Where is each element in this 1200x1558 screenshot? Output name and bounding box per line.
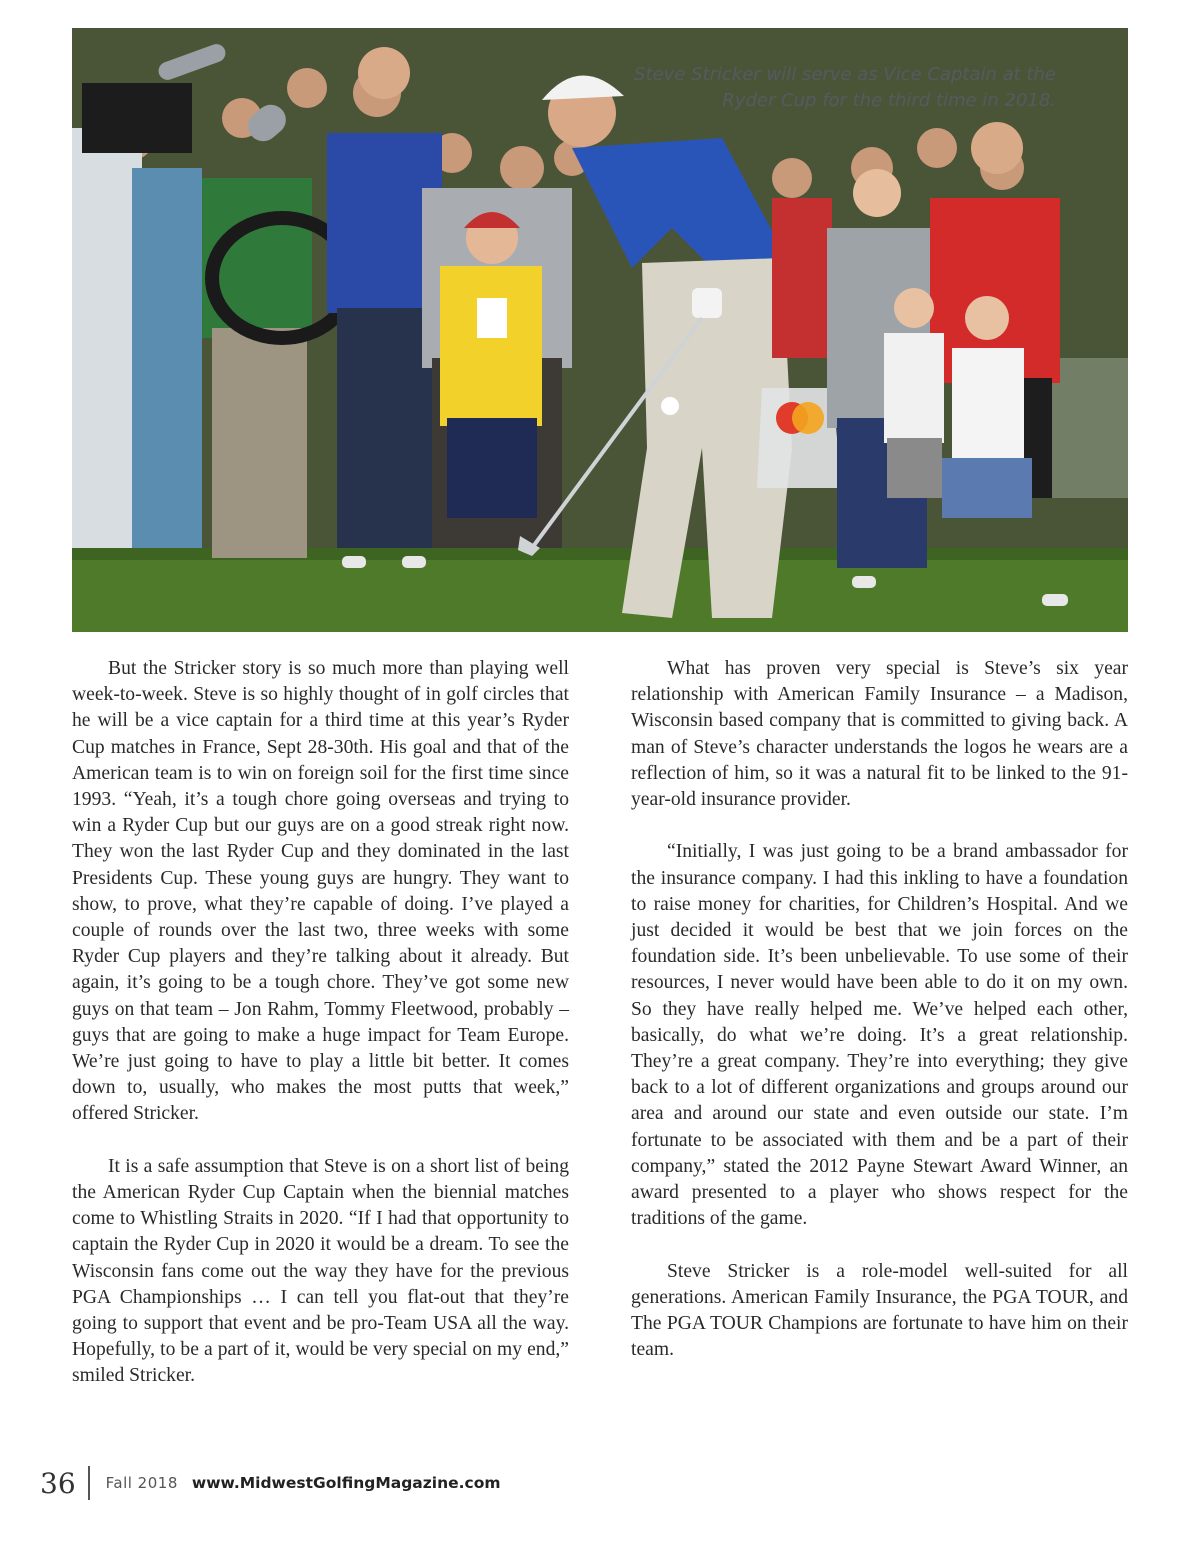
- paragraph: But the Stricker story is so much more than playing well week-to-week. Steve is so highly thought of in golf circles that he will be a vice captain for a third time at this year’s Ryder Cup matches in France, Sept 28-30th. His goal and that of the American team is to win on foreign soil for the first time since 1993. “Yeah, it’s a tough chore going overseas and trying to win a Ryder Cup but our guys are on a good streak right now. They won the last Ryder Cup and they dominated in the last Presidents Cup. These young guys are hungry. They want to show, to prove, what they’re capable of doing. I’ve played a couple of rounds over the last two, three weeks with some Ryder Cup players and they’re talking about it already. But again, it’s going to be a tough chore. They’ve got some new guys on that team – Jon Rahm, Tommy Fleetwood, probably – guys that are going to make a huge impact for Team Europe. We’re just going to have to play a little bit better. It comes down to, usually, who makes the most putts that week,” offered Stricker.: [72, 658, 569, 1125]
- paragraph: What has proven very special is Steve’s six year relationship with American Family Insurance – a Madison, Wisconsin based company that is committed to giving back. A man of Steve’s character understands the logos he wears are a reflection of him, so it was a natural fit to be linked to the 91-year-old insurance provider.: [631, 658, 1128, 811]
- golfer-crowd-photo: [72, 28, 1128, 632]
- photo-caption: [616, 62, 1056, 114]
- paragraph: Steve Stricker is a role-model well-suited for all generations. American Family Insurance, the PGA TOUR, and The PGA TOUR Champions are fortunate to have him on their team.: [631, 1260, 1128, 1361]
- tv-camera: [82, 83, 192, 153]
- page-footer: [40, 1463, 501, 1503]
- caption-line-2: Ryder Cup for the third time in 2018.: [722, 90, 1056, 111]
- paragraph: It is a safe assumption that Steve is on a short list of being the American Ryder Cup Captain when the biennial matches come to Whistling Straits in 2020. “If I had that opportunity to captain the Ryder Cup in 2020 it would be a dream. To see the Wisconsin fans come out the way they have for the previous PGA Championships … I can tell you flat-out that they’re going to support that event and be pro-Team USA all the way. Hopefully, to be a part of it, would be very special on my end,” smiled Stricker.: [72, 1155, 569, 1387]
- photo-illustration: [72, 28, 1128, 632]
- golf-ball: [661, 397, 679, 415]
- kid-yellow-shirt: [440, 266, 542, 426]
- right-column: [631, 656, 1128, 1390]
- caption-line-1: Steve Stricker will serve as Vice Captain at the: [634, 64, 1056, 85]
- paragraph: “Initially, I was just going to be a brand ambassador for the insurance company. I had this inkling to have a foundation to raise money for charities, for Children’s Hospital. And we just decided it would be best that we join forces on the foundation side. It’s been unbelievable. To use some of their resources, I never would have been able to do it on my own. So they have really helped me. We’ve helped each other, basically, do what we’re doing. It’s a great relationship. They’re a great company. They’re into everything; they give back to a lot of different organizations and groups around our area and around our state and even outside our state. I’m fortunate to be associated with them and be a part of their company,” stated the 2012 Payne Stewart Award Winner, an award presented to a player who shows respect for the traditions of the game.: [631, 841, 1128, 1230]
- website-link[interactable]: www.MidwestGolfingMagazine.com: [191, 1474, 501, 1492]
- left-column: [72, 656, 569, 1416]
- grass: [72, 548, 1128, 632]
- issue-label: Fall 2018: [105, 1474, 178, 1492]
- page-number: 36: [40, 1466, 76, 1500]
- footer-divider: [88, 1466, 90, 1500]
